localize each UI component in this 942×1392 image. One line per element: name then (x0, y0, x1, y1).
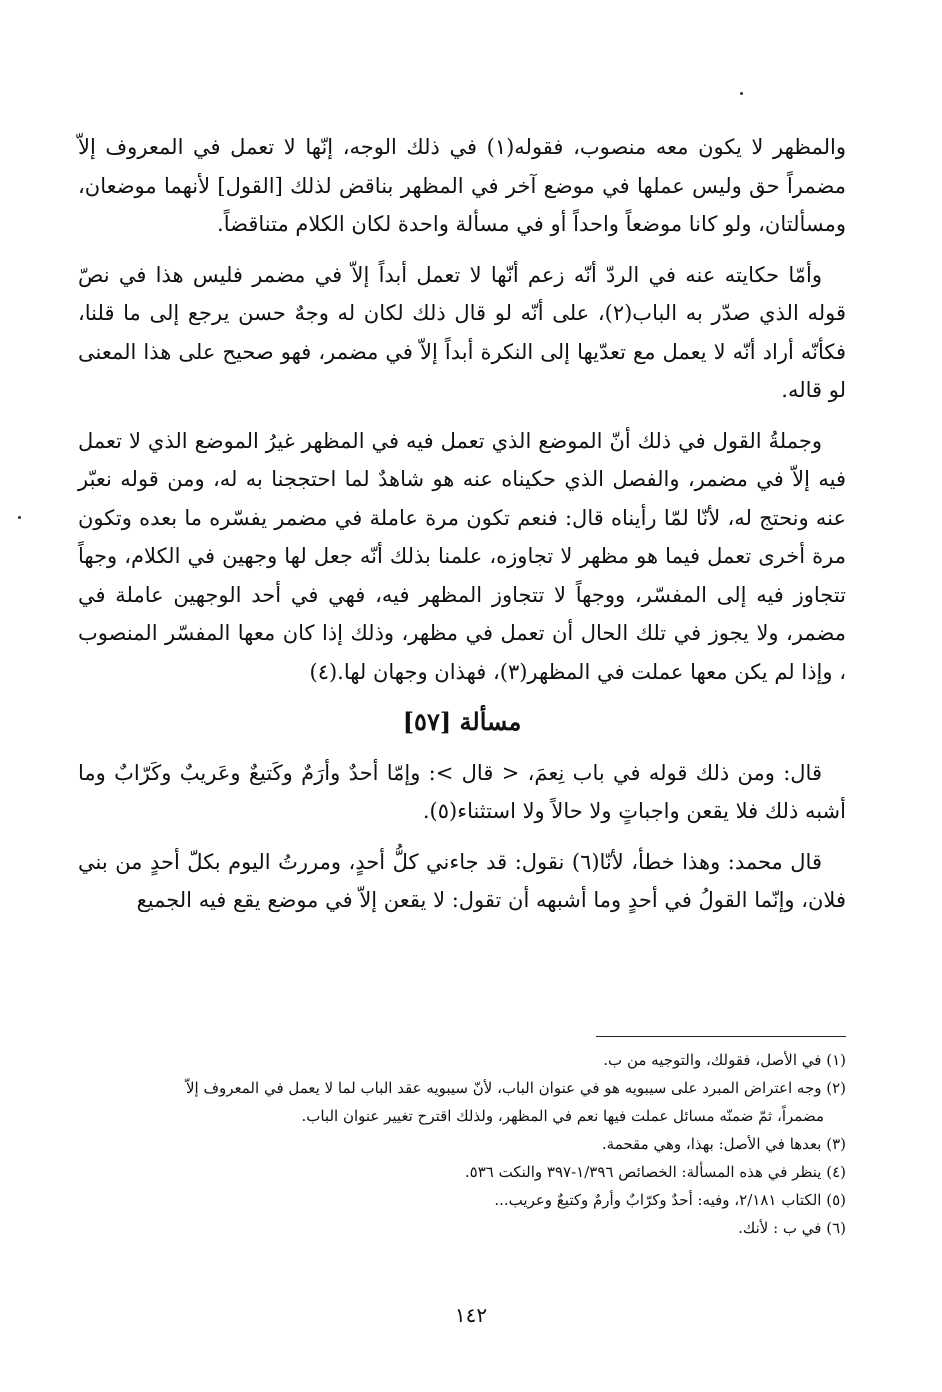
scan-speck (740, 92, 743, 95)
footnote-5: (٥) الكتاب ٢/١٨١، وفيه: أحدٌ وكرّابٌ وأرمٌ وكتيعٌ وعريب... (494, 1191, 846, 1209)
scan-speck (18, 516, 21, 519)
footnote-3: (٣) بعدها في الأصل: بهذا، وهي مقحمة. (601, 1135, 846, 1153)
footnotes (78, 1046, 846, 1242)
footnote-4: (٤) ينظر في هذه المسألة: الخصائص ١/٣٩٦-٣٩٧ والنكت ٥٣٦. (464, 1163, 846, 1181)
main-text (78, 128, 846, 932)
paragraph-5: قال محمد: وهذا خطأ، لأنّا(٦) نقول: قد جاءني كلُّ أحدٍ، ومررتُ اليوم بكلّ أحدٍ من بني فلان، وإنّما القولُ في أحدٍ وما أشبهه أن تقول: لا يقعن إلاّ في موضع يقع فيه الجميع (78, 849, 846, 912)
paragraph-3: وجملةُ القول في ذلك أنّ الموضع الذي تعمل فيه في المظهر غيرُ الموضع الذي لا تعمل فيه إلاّ في مضمر، والفصل الذي حكيناه عنه هو شاهدٌ لما احتججنا به له، ومن قوله نعبّر عنه ونحتج له، لأنّا لمّا رأيناه قال: فنعم تكون مرة عاملة في مضمر يفسّره ما بعده وتكون مرة أخرى تعمل فيما هو مظهر لا تجاوزه، علمنا بذلك أنّه جعل لها وجهين في الكلام، وجهاً تتجاوز فيه إلى المفسّر، ووجهاً لا تتجاوز المظهر فيه، فهي في أحد الوجهين عاملة في مضمر، ولا يجوز في تلك الحال أن تعمل في مظهر، وذلك إذا كان معها المفسّر المنصوب ، وإذا لم يكن معها عملت في المظهر(٣)، فهذان وجهان لها.(٤) (78, 428, 846, 684)
paragraph-4: قال: ومن ذلك قوله في باب نِعمَ، < قال >: وإمّا أحدٌ وأرَمٌ وكَتيعٌ وعَريبٌ وكَرّابٌ وما أشبه ذلك فلا يقعن واجباتٍ ولا حالاً ولا استثناء(٥). (78, 760, 846, 823)
section-heading: مسألة [٥٧] (402, 707, 522, 736)
paragraph-1: والمظهر لا يكون معه منصوب، فقوله(١) في ذلك الوجه، إنّها لا تعمل في المعروف إلاّ مضمراً حق وليس عملها في موضع آخر في المظهر بناقض لذلك [القول] لأنهما موضعان، ومسألتان، ولو كانا موضعاً واحداً أو في مسألة واحدة لكان الكلام متناقضاً. (78, 135, 847, 236)
footnote-1: (١) في الأصل، فقولك، والتوجيه من ب. (603, 1051, 846, 1069)
footnote-2-continuation: مضمراً، ثمّ ضمنّه مسائل عملت فيها نعم في المظهر، ولذلك اقترح تغيير عنوان الباب. (301, 1107, 824, 1125)
paragraph-2: وأمّا حكايته عنه في الردّ أنّه زعم أنّها لا تعمل أبداً إلاّ في مضمر فليس هذا في نصّ قوله الذي صدّر به الباب(٢)، على أنّه لو قال ذلك لكان له وجهٌ حسن يرجع إلى ما قلنا، فكأنّه أراد أنّه لا يعمل مع تعدّيها إلى النكرة أبداً إلاّ في مضمر، فهو صحيح على هذا المعنى لو قاله. (78, 262, 846, 402)
footnote-2: (٢) وجه اعتراض المبرد على سيبويه هو في عنوان الباب، لأنّ سيبويه عقد الباب لما لا يعمل في المعروف إلاّ (185, 1079, 846, 1097)
footnote-divider (596, 1036, 846, 1037)
footnote-6: (٦) في ب : لأنك. (738, 1219, 846, 1237)
page-number: ١٤٢ (454, 1303, 488, 1327)
